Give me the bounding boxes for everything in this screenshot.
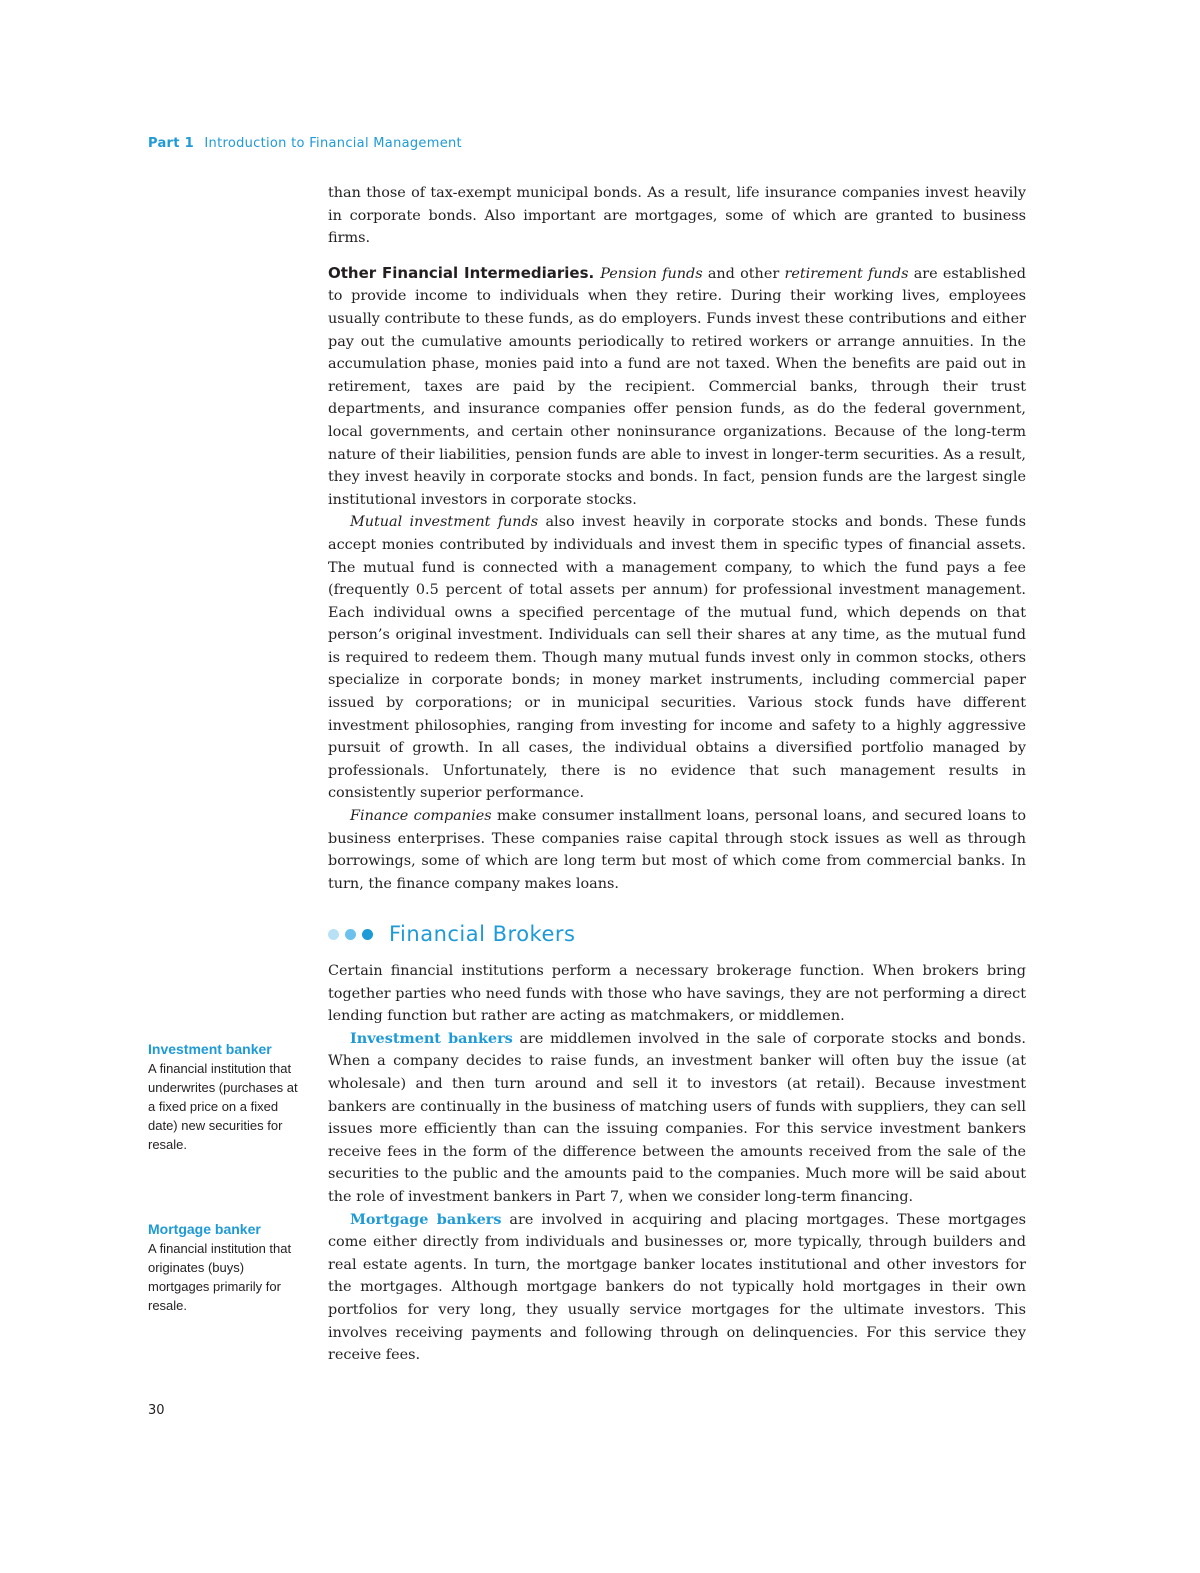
margin-definition: A financial institution that originates (buys) mortgages primarily for resale.: [148, 1241, 292, 1313]
bullet-dots-icon: [328, 929, 379, 940]
page-number: 30: [148, 1403, 165, 1418]
paragraph-investment-bankers: Investment bankers are middlemen involved in the sale of corporate stocks and bonds. When a company decides to raise funds, an investment banker will often buy the issue (at wholesale) and then turn around and sell it to investors (at retail). Because investment bankers are continually in the business of matching users of funds with suppliers, they can sell issues more efficiently than can the issuing companies. For this service investment bankers receive fees in the form of the difference between the amounts received from the sale of the securities to the public and the amounts paid to the companies. Much more will be said about the role of investment bankers in Part 7, when we consider long-term financing.: [328, 1029, 1027, 1205]
running-header: [148, 136, 462, 151]
term-mutual-funds: Mutual investment funds: [350, 514, 539, 531]
paragraph-other-intermediaries: Other Financial Intermediaries. Pension funds and other retirement funds are established to provide income to individuals when they retire. During their working lives, employees usually contribute to these funds, as do employers. Funds invest these contributions and either pay out the cumulative amounts periodically to retired workers or arrange annuities. In the accumulation phase, monies paid into a fund are not taxed. When the benefits are paid out in retirement, taxes are paid by the recipient. Commercial banks, through their trust departments, and insurance companies offer pension funds, as do the federal government, local governments, and certain other noninsurance organizations. Because of the long-term nature of their liabilities, pension funds are able to invest in longer-term securities. As a result, they invest heavily in corporate stocks and bonds. In fact, pension funds are the largest single institutional investors in corporate stocks.: [328, 263, 1026, 508]
runin-heading: Other Financial Intermediaries.: [328, 263, 595, 282]
section-title: Financial Brokers: [389, 922, 576, 947]
term-finance-companies: Finance companies: [350, 808, 492, 825]
margin-term: Mortgage banker: [148, 1221, 261, 1237]
paragraph-brokers-intro: Certain financial institutions perform a necessary brokerage function. When brokers bring together parties who need funds with those who have savings, they are not performing a direct lending function but rather are acting as matchmakers, or middlemen.: [328, 963, 1026, 1025]
margin-note-mortgage-banker: [148, 1220, 308, 1315]
main-text-column: [328, 182, 1026, 1367]
key-term-investment-bankers: Investment bankers: [350, 1029, 513, 1047]
section-heading: [328, 923, 1026, 946]
margin-definition: A financial institution that underwrites (purchases at a fixed price on a fixed date) new securities for resale.: [148, 1061, 298, 1152]
margin-term: Investment banker: [148, 1041, 272, 1057]
header-part: Part 1: [148, 136, 194, 151]
paragraph-mutual-funds: Mutual investment funds also invest heavily in corporate stocks and bonds. These funds accept monies contributed by individuals and invest them in specific types of financial assets. The mutual fund is connected with a management company, to which the fund pays a fee (frequently 0.5 percent of total assets per annum) for professional investment management. Each individual owns a specified percentage of the mutual fund, which depends on that person’s original investment. Individuals can sell their shares at any time, as the mutual fund is required to redeem them. Though many mutual funds invest only in common stocks, others specialize in corporate bonds; in money market instruments, including commercial paper issued by corporations; or in municipal securities. Various stock funds have different investment philosophies, ranging from investing for income and safety to a highly aggressive pursuit of growth. In all cases, the individual obtains a diversified portfolio managed by professionals. Unfortunately, there is no evidence that such management results in consistently superior performance.: [328, 514, 1026, 802]
paragraph-mortgage-bankers: Mortgage bankers are involved in acquiring and placing mortgages. These mortgages come either directly from individuals and businesses or, more typically, through builders and real estate agents. In turn, the mortgage banker locates institutional and other investors for the mortgages. Although mortgage bankers do not typically hold mortgages in their own portfolios for very long, they usually service mortgages for the ultimate investors. This involves receiving payments and following through on delinquencies. For this service they receive fees.: [328, 1210, 1026, 1364]
term-pension-funds: Pension funds: [600, 265, 703, 282]
paragraph-finance-companies: Finance companies make consumer installment loans, personal loans, and secured loans to business enterprises. These companies raise capital through stock issues as well as through borrowings, some of which are long term but most of which come from commercial banks. In turn, the finance company makes loans.: [328, 808, 1026, 892]
term-retirement-funds: retirement funds: [784, 265, 909, 282]
paragraph-continued: than those of tax-exempt municipal bonds. As a result, life insurance companies invest heavily in corporate bonds. Also important are mortgages, some of which are granted to business firms.: [328, 185, 1026, 247]
key-term-mortgage-bankers: Mortgage bankers: [350, 1210, 502, 1228]
margin-note-investment-banker: [148, 1040, 308, 1154]
header-title: Introduction to Financial Management: [204, 136, 462, 151]
